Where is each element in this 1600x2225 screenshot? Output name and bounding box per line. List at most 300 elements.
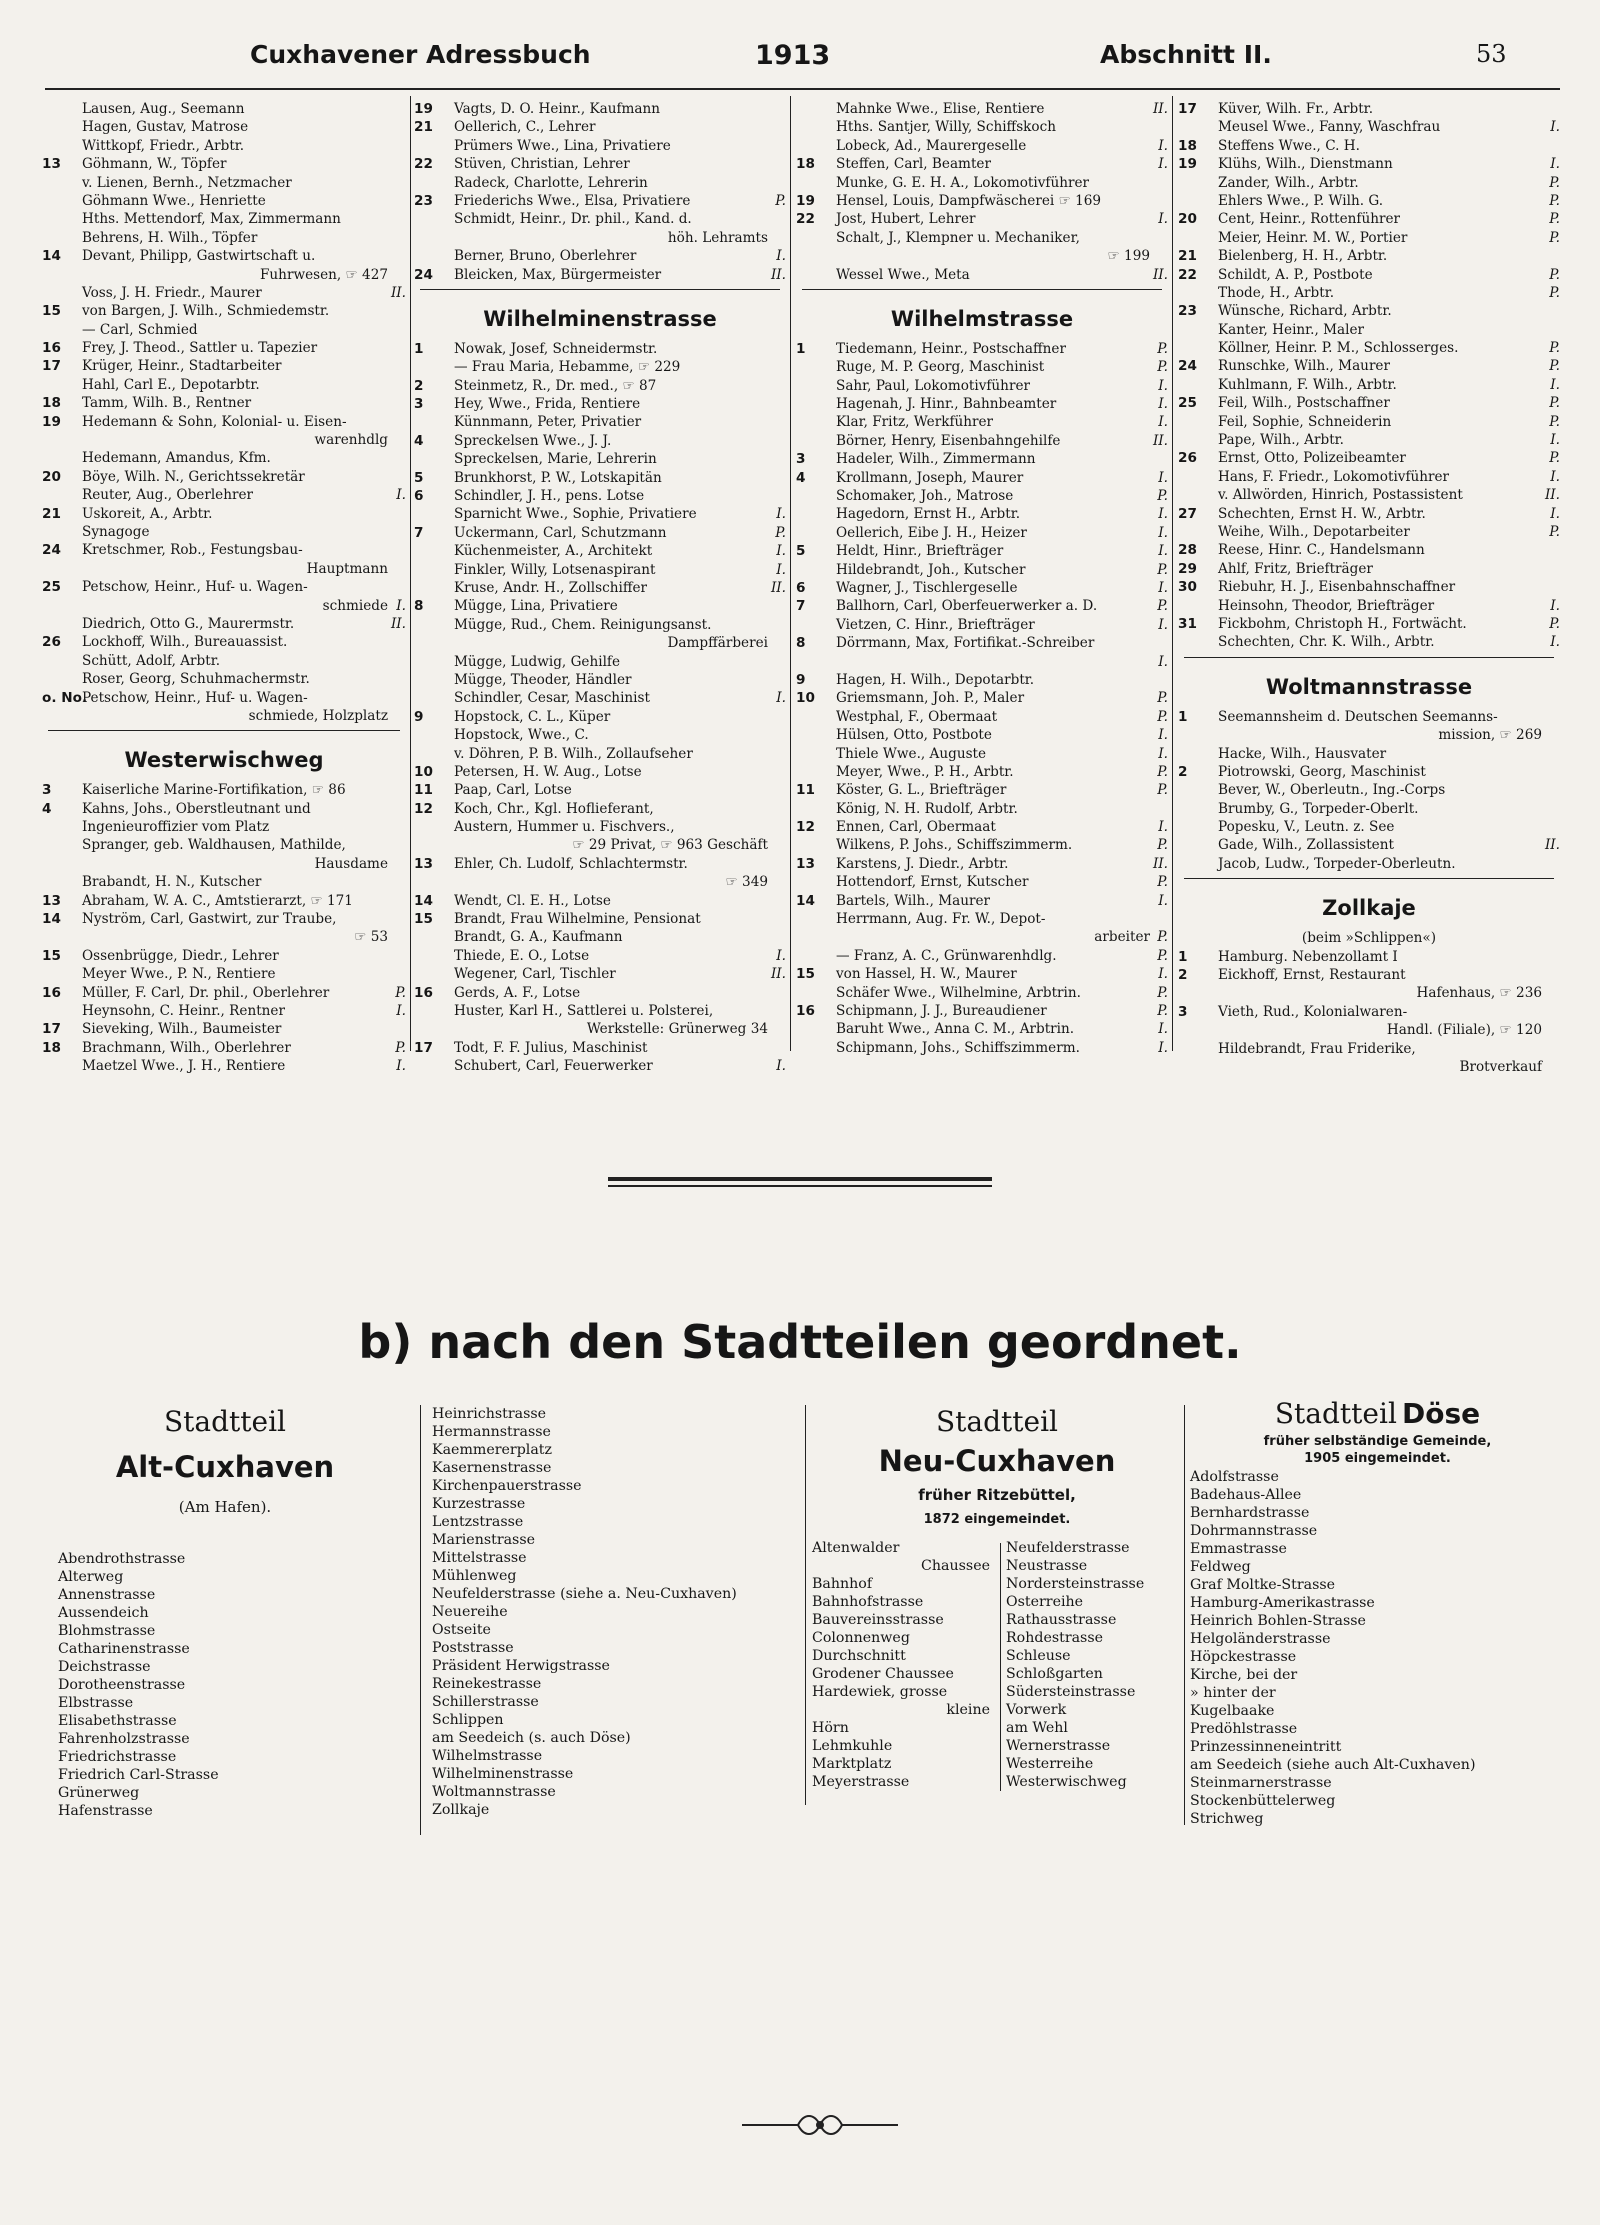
directory-entry [1178,339,1560,357]
directory-entry [42,394,406,412]
street-name: Schlippen [432,1712,504,1728]
floor-mark: P. [775,524,786,541]
floor-mark: II. [390,284,406,301]
column-divider [1172,96,1173,1051]
directory-entry [42,670,406,688]
directory-entry [796,137,1168,155]
directory-entry [414,689,786,707]
house-number: 4 [414,432,424,449]
street-name: Friedrich Carl-Strasse [58,1767,219,1783]
street-name: Ostseite [432,1622,491,1638]
house-number: 16 [42,984,61,1001]
entry-text: Eickhoff, Ernst, Restaurant [1218,967,1406,984]
entry-text: Weihe, Wilh., Depotarbeiter [1218,523,1410,540]
floor-mark: II. [390,615,406,632]
directory-entry [1178,763,1560,781]
directory-entry [1178,541,1560,559]
floor-mark: II. [770,266,786,283]
directory-entry [42,229,406,247]
floor-mark: I. [396,1058,406,1075]
entry-text: Brandt, Frau Wilhelmine, Pensionat [454,911,701,928]
street-name: Kugelbaake [1190,1703,1275,1719]
street-name: Durchschnitt [812,1648,906,1664]
entry-text: v. Döhren, P. B. Wilh., Zollaufseher [454,745,693,762]
entry-text: Austern, Hummer u. Fischvers., [454,819,675,836]
entry-text: Baruht Wwe., Anna C. M., Arbtrin. [836,1021,1075,1038]
house-number: 13 [414,855,433,872]
floor-mark: I. [776,690,786,707]
street-name: » hinter der [1190,1685,1276,1701]
floor-mark: I. [1550,156,1560,173]
directory-entry [796,616,1168,634]
entry-text: von Hassel, H. W., Maurer [836,966,1017,983]
street-name: Elbstrasse [58,1695,134,1711]
entry-text: Radeck, Charlotte, Lehrerin [454,174,648,191]
floor-mark: P. [1157,359,1168,376]
entry-text: Klar, Fritz, Werkführer [836,414,994,431]
street-name: Mittelstrasse [432,1550,527,1566]
directory-entry [414,174,786,192]
floor-mark: P. [1549,266,1560,283]
directory-entry [414,818,786,836]
entry-text: Sahr, Paul, Lokomotivführer [836,377,1030,394]
house-number: 3 [1178,1003,1188,1020]
entry-text: Karstens, J. Diedr., Arbtr. [836,855,1009,872]
directory-entry [796,928,1168,946]
entry-text: Dörrmann, Max, Fortifikat.-Schreiber [836,635,1095,652]
directory-entry [414,505,786,523]
floor-mark: I. [1158,966,1168,983]
entry-text: v. Allwörden, Hinrich, Postassistent [1218,487,1463,504]
directory-entry [1178,486,1560,504]
directory-entry [414,928,786,946]
directory-entry [1178,578,1560,596]
house-number: 18 [1178,137,1197,154]
directory-entry [796,653,1168,671]
section-divider [608,1185,992,1187]
entry-text: ☞ 199 [1107,248,1150,265]
street-list [812,1539,994,1791]
street-name: Heinrich Bohlen-Strasse [1190,1613,1366,1629]
directory-entry [796,210,1168,228]
street-name: Kasernenstrasse [432,1460,552,1476]
street-name: Aussendeich [58,1605,149,1621]
directory-entry [796,947,1168,965]
entry-text: Thiele Wwe., Auguste [836,745,987,762]
street-name: Lehmkuhle [812,1738,893,1754]
entry-text: schmiede, Holzplatz [248,707,388,724]
directory-entry [796,726,1168,744]
directory-entry [42,468,406,486]
floor-mark: II. [1544,837,1560,854]
floor-mark: I. [1158,727,1168,744]
floor-mark: I. [1158,469,1168,486]
house-number: 7 [796,598,806,615]
directory-entry [796,432,1168,450]
directory-entry [796,781,1168,799]
floor-mark: I. [1550,119,1560,136]
entry-text: Runschke, Wilh., Maurer [1218,358,1390,375]
column-divider [805,1405,806,1805]
street-name: Kirche, bei der [1190,1667,1298,1683]
house-number: 7 [414,524,424,541]
house-number: 31 [1178,615,1197,632]
floor-mark: I. [776,1058,786,1075]
floor-mark: P. [1549,358,1560,375]
directory-entry [1178,726,1560,744]
entry-text: Kaiserliche Marine-Fortifikation, ☞ 86 [82,782,346,799]
entry-text: schmiede [322,597,388,614]
street-name: am Seedeich (siehe auch Alt-Cuxhaven) [1190,1757,1476,1773]
house-number: 10 [796,690,815,707]
directory-entry [414,671,786,689]
entry-text: Hths. Santjer, Willy, Schiffskoch [836,119,1056,136]
street-name: Marienstrasse [432,1532,536,1548]
separator-rule [1178,873,1560,885]
directory-entry [414,781,786,799]
entry-text: Munke, G. E. H. A., Lokomotivführer [836,174,1089,191]
entry-text: Schomaker, Joh., Matrose [836,488,1014,505]
directory-entry [1178,745,1560,763]
floor-mark: P. [1157,837,1168,854]
directory-entry [1178,449,1560,467]
entry-text: Hadeler, Wilh., Zimmermann [836,451,1036,468]
street-name: Reinekestrasse [432,1676,542,1692]
directory-entry [414,1039,786,1057]
house-number: 1 [414,340,424,357]
street-name: Hermannstrasse [432,1424,551,1440]
street-name: Fahrenholzstrasse [58,1731,190,1747]
floor-mark: P. [1157,598,1168,615]
entry-text: Oellerich, C., Lehrer [454,119,596,136]
house-number: 24 [42,542,61,559]
directory-entry [1178,708,1560,726]
directory-entry [796,524,1168,542]
entry-text: Schindler, Cesar, Maschinist [454,690,650,707]
street-list [1190,1468,1565,1828]
directory-entry [42,174,406,192]
entry-text: Petschow, Heinr., Huf- u. Wagen- [82,579,308,596]
directory-entry [414,210,786,228]
street-name: Bahnhof [812,1576,873,1592]
entry-text: Steffen, Carl, Beamter [836,156,991,173]
house-number: 17 [1178,101,1197,117]
street-name: Annenstrasse [58,1587,156,1603]
directory-entry [414,1020,786,1038]
directory-entry [414,155,786,173]
entry-text: Schmidt, Heinr., Dr. phil., Kand. d. [454,211,692,228]
entry-text: Hans, F. Friedr., Lokomotivführer [1218,468,1450,485]
directory-entry [414,192,786,210]
floor-mark: II. [1152,101,1168,117]
separator-rule [1178,652,1560,664]
directory-entry [42,615,406,633]
floor-mark: I. [396,487,406,504]
directory-entry [414,358,786,376]
house-number: 24 [414,266,433,283]
directory-entry [414,137,786,155]
directory-entry [42,781,406,799]
directory-entry [796,358,1168,376]
entry-text: Brumby, G., Torpeder-Oberlt. [1218,800,1419,817]
entry-text: Prümers Wwe., Lina, Privatiere [454,137,671,154]
directory-entry [42,1020,406,1038]
floor-mark: II. [1544,487,1560,504]
entry-text: Küchenmeister, A., Architekt [454,543,653,560]
street-name: Kurzestrasse [432,1496,526,1512]
page-number: 53 [1476,40,1507,68]
floor-mark: I. [1158,396,1168,413]
header-title: Cuxhavener Adressbuch [250,40,591,69]
floor-mark: P. [1549,413,1560,430]
house-number: 20 [42,468,61,485]
house-number: 6 [414,488,424,505]
entry-text: Schubert, Carl, Feuerwerker [454,1058,653,1075]
entry-text: Ossenbrügge, Diedr., Lehrer [82,947,279,964]
street-name: Zollkaje [432,1802,490,1818]
directory-entry [42,155,406,173]
directory-entry [42,597,406,615]
entry-text: Maetzel Wwe., J. H., Rentiere [82,1058,286,1075]
directory-entry [1178,1021,1560,1039]
street-name: Stockenbüttelerweg [1190,1793,1336,1809]
house-number: 13 [796,855,815,872]
house-number: 4 [42,800,52,817]
house-number: 3 [414,396,424,413]
street-list [58,1550,410,1820]
directory-entry [42,1057,406,1075]
house-number: 22 [414,156,433,173]
entry-text: Schechten, Chr. K. Wilh., Arbtr. [1218,634,1435,651]
floor-mark: II. [770,966,786,983]
entry-text: Synagoge [82,523,150,540]
directory-entry [42,818,406,836]
directory-entry [1178,174,1560,192]
entry-text: Wagner, J., Tischlergeselle [836,579,1018,596]
entry-text: Hedemann, Amandus, Kfm. [82,450,271,467]
directory-entry [414,487,786,505]
entry-text: Berner, Bruno, Oberlehrer [454,248,637,265]
street-name: Alterweg [58,1569,124,1585]
street-name: Wilhelmstrasse [432,1748,543,1764]
street-name: Hardewiek, grosse [812,1684,948,1700]
entry-text: ☞ 349 [725,874,768,891]
floor-mark: I. [1158,211,1168,228]
floor-mark: I. [1158,543,1168,560]
house-number: 28 [1178,542,1197,559]
directory-entry [1178,800,1560,818]
floor-mark: I. [396,1002,406,1019]
directory-entry [42,689,406,707]
street-name: Dorotheenstrasse [58,1677,186,1693]
district-name: Neu-Cuxhaven [878,1444,1116,1478]
entry-text: Vagts, D. O. Heinr., Kaufmann [454,101,661,117]
house-number: 25 [1178,395,1197,412]
floor-mark: P. [1157,708,1168,725]
street-name: Höpckestrasse [1190,1649,1297,1665]
street-name: Meyerstrasse [812,1774,910,1790]
street-name: Friedrichstrasse [58,1749,177,1765]
house-number: 1 [1178,708,1188,725]
entry-text: Heinsohn, Theodor, Briefträger [1218,597,1435,614]
floor-mark: II. [1152,855,1168,872]
street-name: Kaemmererplatz [432,1442,552,1458]
directory-entry [796,450,1168,468]
street-name: Neufelderstrasse [1006,1540,1130,1556]
entry-text: Pape, Wilh., Arbtr. [1218,432,1344,449]
entry-text: ☞ 29 Privat, ☞ 963 Geschäft [572,837,768,854]
entry-text: Köllner, Heinr. P. M., Schlosserges. [1218,340,1459,357]
directory-entry [42,357,406,375]
floor-mark: II. [1152,432,1168,449]
floor-mark: I. [1158,653,1168,670]
directory-entry [42,578,406,596]
street-name: Schillerstrasse [432,1694,539,1710]
entry-text: Vieth, Rud., Kolonialwaren- [1218,1003,1408,1020]
floor-mark: P. [1157,1002,1168,1019]
street-name: Altenwalder [812,1540,900,1556]
house-number: 19 [414,101,433,117]
directory-entry [42,302,406,320]
ornament-icon [740,2105,900,2145]
directory-entry [796,836,1168,854]
entry-text: Mügge, Ludwig, Gehilfe [454,653,621,670]
street-name: Bernhardstrasse [1190,1505,1310,1521]
entry-text: Böye, Wilh. N., Gerichtssekretär [82,468,305,485]
street-name: Wernerstrasse [1006,1738,1111,1754]
district-note: 1872 eingemeindet. [923,1512,1071,1527]
directory-entry [796,910,1168,928]
street-name: Blohmstrasse [58,1623,156,1639]
entry-text: Hagedorn, Ernst H., Arbtr. [836,506,1021,523]
entry-text: Schipmann, J. J., Bureaudiener [836,1002,1047,1019]
house-number: 8 [414,598,424,615]
directory-entry [1178,984,1560,1002]
entry-text: Hagenah, J. Hinr., Bahnbeamter [836,396,1057,413]
entry-text: Meusel Wwe., Fanny, Waschfrau [1218,119,1441,136]
entry-text: Göhmann, W., Töpfer [82,156,227,173]
floor-mark: I. [1158,1039,1168,1056]
entry-text: Göhmann Wwe., Henriette [82,192,266,209]
entry-text: Steffens Wwe., C. H. [1218,137,1360,154]
entry-text: (beim »Schlippen«) [1301,930,1437,947]
directory-entry [414,1002,786,1020]
entry-text: Lockhoff, Wilh., Bureauassist. [82,634,288,651]
street-name: Grünerweg [58,1785,140,1801]
entry-text: Sieveking, Wilh., Baumeister [82,1021,282,1038]
floor-mark: I. [1158,1021,1168,1038]
street-name: Neuereihe [432,1604,508,1620]
floor-mark: P. [1157,782,1168,799]
street-name: Steinmarnerstrasse [1190,1775,1332,1791]
house-number: 21 [42,505,61,522]
entry-text: Feil, Wilh., Postschaffner [1218,395,1390,412]
directory-entry [414,1057,786,1075]
directory-entry [1178,394,1560,412]
house-number: 21 [414,119,433,136]
street-name: Elisabethstrasse [58,1713,177,1729]
house-number: 15 [42,947,61,964]
house-number: 2 [414,377,424,394]
entry-text: Schütt, Adolf, Arbtr. [82,652,221,669]
entry-text: Steinmetz, R., Dr. med., ☞ 87 [454,377,657,394]
directory-entry [414,597,786,615]
house-number: 29 [1178,560,1197,577]
directory-entry [796,689,1168,707]
entry-text: Seemannsheim d. Deutschen Seemanns- [1218,708,1498,725]
house-number: 18 [796,156,815,173]
floor-mark: I. [1550,468,1560,485]
entry-text: Ernst, Otto, Polizeibeamter [1218,450,1406,467]
floor-mark: I. [1158,137,1168,154]
directory-entry [1178,468,1560,486]
house-number: 25 [42,579,61,596]
district-doese [1190,1397,1565,1828]
house-number: 14 [414,892,433,909]
directory-entry [1178,100,1560,118]
entry-text: Tiedemann, Heinr., Postschaffner [836,340,1066,357]
entry-text: Thiede, E. O., Lotse [454,947,590,964]
directory-entry [414,634,786,652]
directory-entry [414,800,786,818]
entry-text: Bielenberg, H. H., Arbtr. [1218,248,1388,265]
street-name: Badehaus-Allee [1190,1487,1302,1503]
house-number: 12 [796,819,815,836]
directory-entry [1178,560,1560,578]
street-name: Mühlenweg [432,1568,517,1584]
floor-mark: P. [395,1039,406,1056]
entry-text: Krüger, Heinr., Stadtarbeiter [82,358,282,375]
directory-entry [414,855,786,873]
entry-text: Frey, J. Theod., Sattler u. Tapezier [82,340,318,357]
floor-mark: I. [1158,819,1168,836]
entry-text: Diedrich, Otto G., Maurermstr. [82,615,295,632]
floor-mark: P. [1549,284,1560,301]
directory-entry [1178,1003,1560,1021]
entry-text: Tamm, Wilh. B., Rentner [82,395,252,412]
entry-text: Hey, Wwe., Frida, Rentiere [454,396,641,413]
directory-entry [796,413,1168,431]
separator-rule [42,725,406,737]
directory-entry [796,763,1168,781]
directory-entry [42,449,406,467]
entry-text: Brotverkauf [1459,1058,1542,1075]
entry-text: Wessel Wwe., Meta [836,266,970,283]
column-divider [420,1405,421,1835]
floor-mark: P. [1549,523,1560,540]
directory-entry [414,340,786,358]
directory-entry [414,965,786,983]
directory-entry [1178,155,1560,173]
entry-text: Mügge, Rud., Chem. Reinigungsanst. [454,616,712,633]
house-number: 9 [796,671,806,688]
directory-entry [1178,247,1560,265]
street-heading: Wilhelminenstrasse [483,306,717,331]
street-name: Abendrothstrasse [58,1551,186,1567]
directory-entry [42,873,406,891]
directory-entry [414,708,786,726]
directory-entry [414,118,786,136]
entry-text: Gerds, A. F., Lotse [454,984,581,1001]
house-number: 3 [42,782,52,799]
street-name: Vorwerk [1006,1702,1067,1718]
floor-mark: I. [1158,892,1168,909]
floor-mark: I. [1158,156,1168,173]
floor-mark: P. [1549,192,1560,209]
directory-entry [1178,118,1560,136]
house-number: 6 [796,579,806,596]
entry-text: Dampffärberei [667,635,768,652]
